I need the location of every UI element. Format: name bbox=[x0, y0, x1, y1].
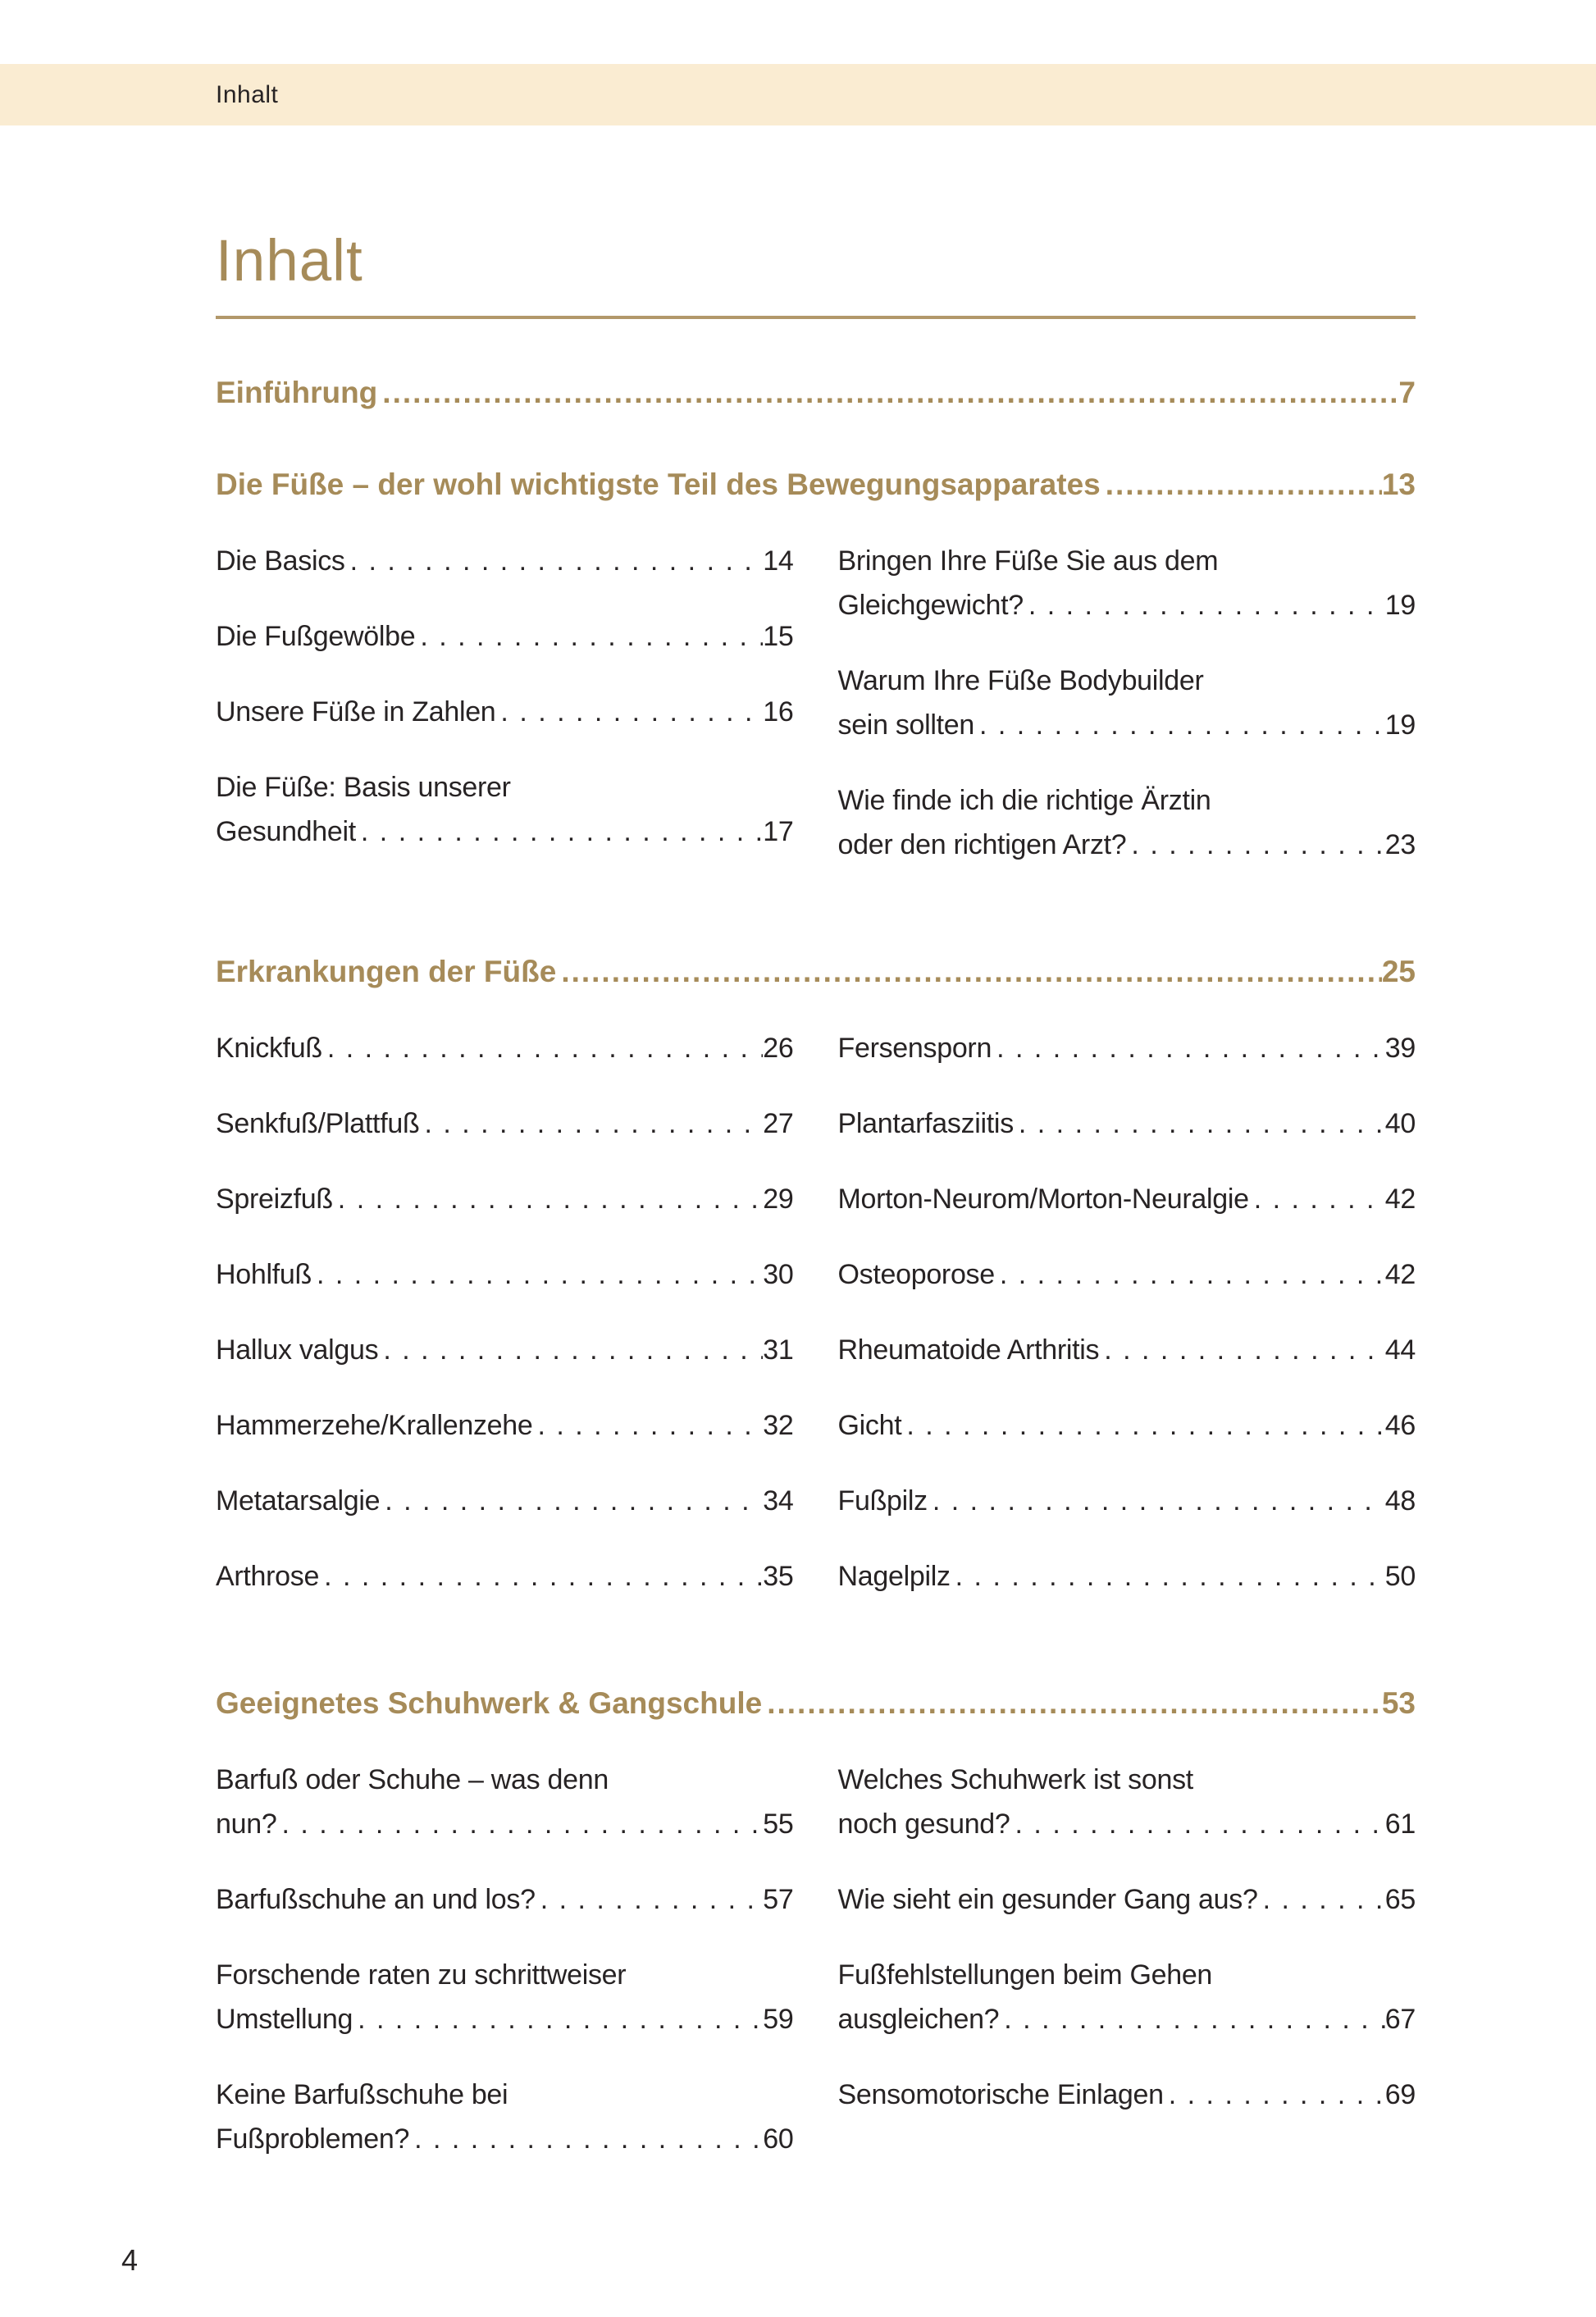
toc-entry-line bbox=[838, 1479, 1416, 1523]
toc-entry-line bbox=[838, 659, 1416, 703]
toc-entry-label: sein sollten bbox=[837, 709, 974, 741]
toc-entry-line bbox=[838, 1877, 1416, 1922]
leader-dots bbox=[951, 1554, 1385, 1599]
toc-entry-line bbox=[216, 539, 794, 583]
section-heading bbox=[216, 954, 1416, 990]
toc-entry-label: Nagelpilz bbox=[837, 1561, 951, 1592]
toc-entry bbox=[216, 765, 794, 854]
leader-dots bbox=[974, 703, 1385, 747]
toc-entry-label: Die Basics bbox=[216, 545, 345, 577]
toc-entry-page-number: 29 bbox=[763, 1184, 794, 1215]
toc-entry-label: Barfußschuhe an und los? bbox=[216, 1884, 536, 1915]
toc-entry-line bbox=[838, 1953, 1416, 1997]
page-title: Inhalt bbox=[216, 229, 363, 294]
toc-entry-label: Rheumatoide Arthritis bbox=[837, 1334, 1100, 1366]
toc-entry-line bbox=[838, 1177, 1416, 1221]
toc-entry-label: Umstellung bbox=[216, 2004, 353, 2035]
toc-entry-page-number: 67 bbox=[1384, 2004, 1416, 2035]
toc-entry-line bbox=[216, 1328, 794, 1372]
section-page-number: 13 bbox=[1381, 468, 1416, 501]
toc-entry-label: Hammerzehe/Krallenzehe bbox=[216, 1410, 533, 1441]
leader-dots bbox=[928, 1479, 1385, 1523]
toc-entry-line bbox=[216, 765, 794, 810]
toc-entry bbox=[838, 1953, 1416, 2041]
toc-entry-page-number: 14 bbox=[763, 545, 794, 577]
column-left bbox=[216, 539, 794, 898]
toc-entry-label: Metatarsalgie bbox=[216, 1485, 381, 1517]
leader-dots bbox=[380, 1479, 763, 1523]
toc-entry-label: Plantarfasziitis bbox=[837, 1108, 1014, 1139]
leader-dots bbox=[901, 1403, 1384, 1448]
toc-entry bbox=[838, 1877, 1416, 1922]
leader-dots bbox=[992, 1026, 1385, 1070]
toc-entry-label: Wie finde ich die richtige Ärztin bbox=[837, 785, 1211, 816]
toc-entry-label: Arthrose bbox=[216, 1561, 320, 1592]
toc-entry-page-number: 39 bbox=[1384, 1033, 1416, 1064]
running-header-label: Inhalt bbox=[216, 80, 279, 108]
toc-entry-page-number: 46 bbox=[1384, 1410, 1416, 1441]
toc-entry bbox=[838, 1101, 1416, 1146]
toc-entry-line bbox=[838, 1802, 1416, 1846]
toc-entry-line bbox=[838, 1758, 1416, 1802]
leader-dots bbox=[1010, 1802, 1385, 1846]
section-title: Die Füße – der wohl wichtigste Teil des Bewegungsapparates bbox=[216, 468, 1101, 501]
leader-dots bbox=[322, 1026, 763, 1070]
toc-entry-page-number: 69 bbox=[1384, 2079, 1416, 2110]
toc-entry-line bbox=[838, 583, 1416, 627]
leader-dots bbox=[1014, 1101, 1385, 1146]
toc-entry-line bbox=[216, 1101, 794, 1146]
leader-dots bbox=[409, 2117, 763, 2161]
toc-entry-label: Forschende raten zu schrittweiser bbox=[216, 1959, 627, 1991]
toc-entry bbox=[838, 1403, 1416, 1448]
toc-entry bbox=[838, 539, 1416, 627]
toc-entry-page-number: 50 bbox=[1384, 1561, 1416, 1592]
toc-entry-label: Fußpilz bbox=[837, 1485, 928, 1517]
toc-entry-page-number: 34 bbox=[763, 1485, 794, 1517]
leader-dots bbox=[345, 539, 764, 583]
leader-dots bbox=[319, 1554, 763, 1599]
toc-entry-label: Keine Barfußschuhe bei bbox=[216, 2079, 508, 2110]
leader-dots bbox=[995, 1252, 1385, 1297]
toc-entry-line bbox=[838, 1101, 1416, 1146]
leader-dots bbox=[353, 1997, 763, 2041]
toc-entry bbox=[216, 1252, 794, 1297]
toc-entry-line bbox=[216, 1953, 794, 1997]
toc-section bbox=[216, 375, 1416, 411]
leader-dots bbox=[312, 1252, 763, 1297]
toc-entry-page-number: 26 bbox=[763, 1033, 794, 1064]
section-page-number: 7 bbox=[1398, 376, 1416, 409]
toc-entry-label: noch gesund? bbox=[837, 1808, 1010, 1840]
leader-dots bbox=[419, 1101, 763, 1146]
toc-entry-page-number: 31 bbox=[763, 1334, 794, 1366]
leader-dots bbox=[1164, 2073, 1385, 2117]
toc-entry bbox=[838, 1479, 1416, 1523]
toc-entry-label: Fersensporn bbox=[837, 1033, 992, 1064]
toc-sections bbox=[216, 375, 1416, 2192]
toc-entry bbox=[216, 1328, 794, 1372]
toc-entry-line bbox=[838, 823, 1416, 867]
toc-entry-label: Spreizfuß bbox=[216, 1184, 333, 1215]
toc-entry-line bbox=[838, 539, 1416, 583]
toc-entry-line bbox=[216, 1403, 794, 1448]
toc-entry-line bbox=[838, 1554, 1416, 1599]
toc-entry-label: Die Füße: Basis unserer bbox=[216, 772, 511, 803]
leader-dots bbox=[495, 690, 763, 734]
section-title: Einführung bbox=[216, 376, 378, 409]
toc-entry-page-number: 42 bbox=[1384, 1259, 1416, 1290]
toc-entry-label: Morton-Neurom/Morton-Neuralgie bbox=[837, 1184, 1249, 1215]
toc-entry-label: ausgleichen? bbox=[837, 2004, 1000, 2035]
toc-entry-page-number: 65 bbox=[1384, 1884, 1416, 1915]
toc-entry-page-number: 48 bbox=[1384, 1485, 1416, 1517]
toc-section bbox=[216, 1685, 1416, 2192]
leader-dots bbox=[1126, 823, 1384, 867]
toc-entry-line bbox=[216, 1252, 794, 1297]
toc-entry-label: Fußfehlstellungen beim Gehen bbox=[837, 1959, 1213, 1991]
section-title: Geeignetes Schuhwerk & Gangschule bbox=[216, 1686, 763, 1720]
toc-entry-page-number: 59 bbox=[763, 2004, 794, 2035]
toc-entry-line bbox=[838, 1026, 1416, 1070]
toc-entry bbox=[216, 1877, 794, 1922]
toc-entry-label: Osteoporose bbox=[837, 1259, 995, 1290]
toc-entry-line bbox=[216, 810, 794, 854]
toc-entry bbox=[838, 778, 1416, 867]
toc-entry-label: Sensomotorische Einlagen bbox=[837, 2079, 1164, 2110]
toc-entry-label: Unsere Füße in Zahlen bbox=[216, 696, 496, 727]
page-number: 4 bbox=[121, 2243, 139, 2277]
toc-entry-line bbox=[216, 1802, 794, 1846]
toc-entry-label: Die Fußgewölbe bbox=[216, 621, 416, 652]
section-heading bbox=[216, 375, 1416, 411]
toc-entry-page-number: 23 bbox=[1384, 829, 1416, 860]
toc-entry bbox=[838, 659, 1416, 747]
toc-entry bbox=[838, 1758, 1416, 1846]
toc-entry-line bbox=[216, 1758, 794, 1802]
toc-entry-label: Barfuß oder Schuhe – was denn bbox=[216, 1764, 609, 1795]
toc-entry-line bbox=[216, 1554, 794, 1599]
leader-dots bbox=[377, 375, 1398, 411]
toc-page-content bbox=[0, 229, 1596, 2278]
leader-dots bbox=[532, 1403, 763, 1448]
toc-entry-label: Hallux valgus bbox=[216, 1334, 379, 1366]
toc-entry-line bbox=[838, 778, 1416, 823]
toc-entry bbox=[838, 1328, 1416, 1372]
section-columns bbox=[216, 539, 1416, 898]
toc-entry-page-number: 19 bbox=[1384, 709, 1416, 741]
toc-entry-line bbox=[216, 1877, 794, 1922]
toc-entry-page-number: 44 bbox=[1384, 1334, 1416, 1366]
toc-entry-line bbox=[838, 1403, 1416, 1448]
leader-dots bbox=[1024, 583, 1385, 627]
section-heading bbox=[216, 467, 1416, 503]
column-right bbox=[838, 1026, 1416, 1630]
toc-entry-line bbox=[216, 1997, 794, 2041]
toc-entry-line bbox=[216, 1177, 794, 1221]
toc-entry-page-number: 30 bbox=[763, 1259, 794, 1290]
toc-entry-label: Fußproblemen? bbox=[216, 2123, 410, 2155]
toc-entry bbox=[838, 1026, 1416, 1070]
toc-entry bbox=[838, 1554, 1416, 1599]
leader-dots bbox=[556, 954, 1382, 990]
toc-entry-line bbox=[216, 690, 794, 734]
toc-entry bbox=[216, 1953, 794, 2041]
toc-entry bbox=[216, 1101, 794, 1146]
toc-entry bbox=[216, 1758, 794, 1846]
toc-entry bbox=[216, 690, 794, 734]
toc-entry-label: oder den richtigen Arzt? bbox=[837, 829, 1127, 860]
leader-dots bbox=[762, 1685, 1382, 1722]
toc-entry-line bbox=[838, 2073, 1416, 2117]
leader-dots bbox=[333, 1177, 763, 1221]
toc-entry-page-number: 57 bbox=[763, 1884, 794, 1915]
toc-entry bbox=[838, 1252, 1416, 1297]
toc-entry-page-number: 42 bbox=[1384, 1184, 1416, 1215]
toc-entry-page-number: 19 bbox=[1384, 590, 1416, 621]
toc-entry-page-number: 61 bbox=[1384, 1808, 1416, 1840]
toc-entry-page-number: 32 bbox=[763, 1410, 794, 1441]
toc-entry-label: Bringen Ihre Füße Sie aus dem bbox=[837, 545, 1219, 577]
leader-dots bbox=[356, 810, 763, 854]
leader-dots bbox=[1249, 1177, 1385, 1221]
leader-dots bbox=[415, 614, 763, 659]
toc-entry-label: Wie sieht ein gesunder Gang aus? bbox=[837, 1884, 1258, 1915]
toc-entry-line bbox=[838, 1997, 1416, 2041]
toc-entry-label: Senkfuß/Plattfuß bbox=[216, 1108, 420, 1139]
section-page-number: 25 bbox=[1381, 955, 1416, 988]
toc-entry bbox=[216, 1554, 794, 1599]
toc-entry-page-number: 17 bbox=[763, 816, 794, 847]
toc-section bbox=[216, 954, 1416, 1630]
title-rule bbox=[216, 316, 1416, 319]
toc-entry-label: Knickfuß bbox=[216, 1033, 322, 1064]
toc-entry bbox=[838, 2073, 1416, 2117]
section-columns bbox=[216, 1026, 1416, 1630]
toc-entry-label: Warum Ihre Füße Bodybuilder bbox=[837, 665, 1204, 696]
toc-entry-page-number: 60 bbox=[763, 2123, 794, 2155]
toc-entry-label: Gicht bbox=[837, 1410, 902, 1441]
toc-entry-line bbox=[216, 2073, 794, 2117]
section-title: Erkrankungen der Füße bbox=[216, 955, 557, 988]
leader-dots bbox=[1101, 467, 1382, 503]
toc-entry-line bbox=[838, 703, 1416, 747]
leader-dots bbox=[536, 1877, 764, 1922]
toc-entry-page-number: 40 bbox=[1384, 1108, 1416, 1139]
toc-section bbox=[216, 467, 1416, 898]
section-heading bbox=[216, 1685, 1416, 1722]
toc-entry-page-number: 35 bbox=[763, 1561, 794, 1592]
toc-entry-line bbox=[216, 1479, 794, 1523]
toc-entry-label: Gesundheit bbox=[216, 816, 356, 847]
toc-entry-label: nun? bbox=[216, 1808, 277, 1840]
toc-entry-line bbox=[216, 614, 794, 659]
toc-entry-page-number: 55 bbox=[763, 1808, 794, 1840]
leader-dots bbox=[999, 1997, 1385, 2041]
section-page-number: 53 bbox=[1381, 1686, 1416, 1720]
section-columns bbox=[216, 1758, 1416, 2192]
leader-dots bbox=[276, 1802, 763, 1846]
toc-entry bbox=[216, 539, 794, 583]
column-right bbox=[838, 539, 1416, 898]
toc-entry-label: Gleichgewicht? bbox=[837, 590, 1024, 621]
toc-entry bbox=[216, 2073, 794, 2161]
toc-entry-line bbox=[216, 2117, 794, 2161]
toc-entry bbox=[216, 1177, 794, 1221]
toc-entry-line bbox=[838, 1328, 1416, 1372]
toc-entry-line bbox=[216, 1026, 794, 1070]
column-left bbox=[216, 1026, 794, 1630]
toc-entry-page-number: 16 bbox=[763, 696, 794, 727]
leader-dots bbox=[1258, 1877, 1385, 1922]
toc-entry-label: Welches Schuhwerk ist sonst bbox=[837, 1764, 1193, 1795]
toc-entry bbox=[216, 614, 794, 659]
toc-entry-line bbox=[838, 1252, 1416, 1297]
leader-dots bbox=[1099, 1328, 1385, 1372]
running-header-bar bbox=[0, 64, 1596, 125]
toc-entry bbox=[216, 1479, 794, 1523]
column-right bbox=[838, 1758, 1416, 2192]
toc-entry bbox=[216, 1403, 794, 1448]
toc-entry-page-number: 15 bbox=[763, 621, 794, 652]
leader-dots bbox=[378, 1328, 763, 1372]
column-left bbox=[216, 1758, 794, 2192]
toc-entry-label: Hohlfuß bbox=[216, 1259, 312, 1290]
toc-entry bbox=[838, 1177, 1416, 1221]
toc-entry bbox=[216, 1026, 794, 1070]
toc-entry-page-number: 27 bbox=[763, 1108, 794, 1139]
